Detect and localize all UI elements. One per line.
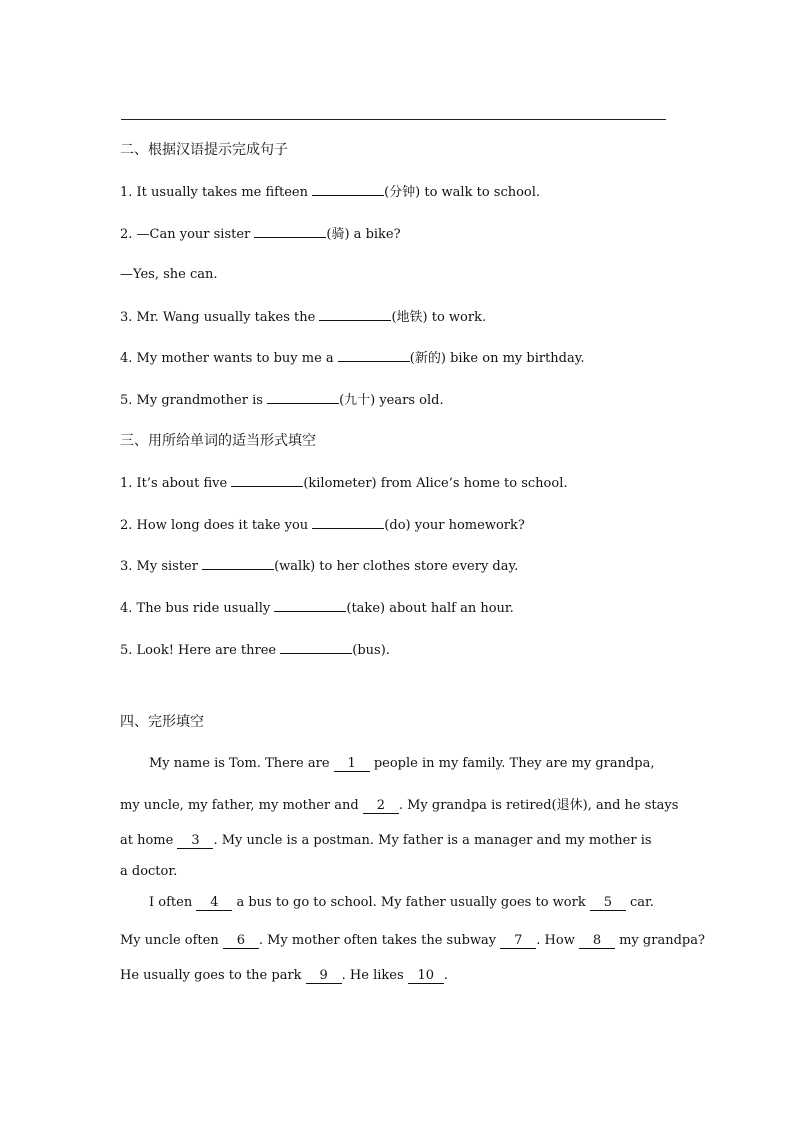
cloze-blank[interactable]: 2 <box>363 799 399 814</box>
answer-blank[interactable] <box>312 183 384 196</box>
cloze-blank[interactable]: 1 <box>334 757 370 772</box>
sec2-question-1: 1. It usually takes me fifteen (分钟) to walk to school. <box>120 185 541 200</box>
cloze-blank[interactable]: 4 <box>196 896 232 911</box>
answer-blank[interactable] <box>280 641 352 654</box>
cloze-blank[interactable]: 10 <box>408 969 444 984</box>
cloze-p1-line-1: My name is Tom. There are 1 people in my family. They are my grandpa, <box>149 756 655 771</box>
cloze-blank[interactable]: 5 <box>590 896 626 911</box>
cloze-blank[interactable]: 8 <box>579 934 615 949</box>
sec3-question-4: 4. The bus ride usually (take) about half an hour. <box>120 601 514 616</box>
cloze-p2-line-2: My uncle often 6 . My mother often takes the subway 7 . How 8 my grandpa? <box>120 933 705 948</box>
sec3-question-2: 2. How long does it take you (do) your homework? <box>120 518 525 533</box>
cloze-blank[interactable]: 9 <box>306 969 342 984</box>
answer-blank[interactable] <box>338 349 410 362</box>
answer-blank[interactable] <box>274 599 346 612</box>
answer-blank[interactable] <box>312 516 384 529</box>
sec2-question-2-reply: —Yes, she can. <box>120 267 218 282</box>
sec2-question-4: 4. My mother wants to buy me a (新的) bike on my birthday. <box>120 351 585 366</box>
cloze-p1-line-4: a doctor. <box>120 864 178 879</box>
cloze-blank[interactable]: 7 <box>500 934 536 949</box>
answer-blank[interactable] <box>254 225 326 238</box>
cloze-p1-line-2: my uncle, my father, my mother and 2 . My grandpa is retired(退休), and he stays <box>120 798 679 813</box>
cloze-p1-line-3: at home 3 . My uncle is a postman. My father is a manager and my mother is <box>120 833 652 848</box>
sec2-question-5: 5. My grandmother is (九十) years old. <box>120 393 444 408</box>
sec2-question-2: 2. —Can your sister (骑) a bike? <box>120 227 401 242</box>
answer-blank[interactable] <box>202 557 274 570</box>
sec3-question-5: 5. Look! Here are three (bus). <box>120 643 390 658</box>
section-4-title: 四、完形填空 <box>120 714 204 730</box>
section-2-title: 二、根据汉语提示完成句子 <box>120 142 288 158</box>
cloze-blank[interactable]: 6 <box>223 934 259 949</box>
header-divider <box>121 119 666 120</box>
answer-blank[interactable] <box>231 474 303 487</box>
section-3-title: 三、用所给单词的适当形式填空 <box>120 433 316 449</box>
cloze-blank[interactable]: 3 <box>177 834 213 849</box>
sec3-question-1: 1. It’s about five (kilometer) from Alice’s home to school. <box>120 476 568 491</box>
cloze-p2-line-3: He usually goes to the park 9 . He likes 10 . <box>120 968 448 983</box>
cloze-p2-line-1: I often 4 a bus to go to school. My father usually goes to work 5 car. <box>149 895 654 910</box>
sec2-question-3: 3. Mr. Wang usually takes the (地铁) to work. <box>120 310 487 325</box>
sec3-question-3: 3. My sister (walk) to her clothes store every day. <box>120 559 519 574</box>
answer-blank[interactable] <box>267 391 339 404</box>
answer-blank[interactable] <box>319 308 391 321</box>
